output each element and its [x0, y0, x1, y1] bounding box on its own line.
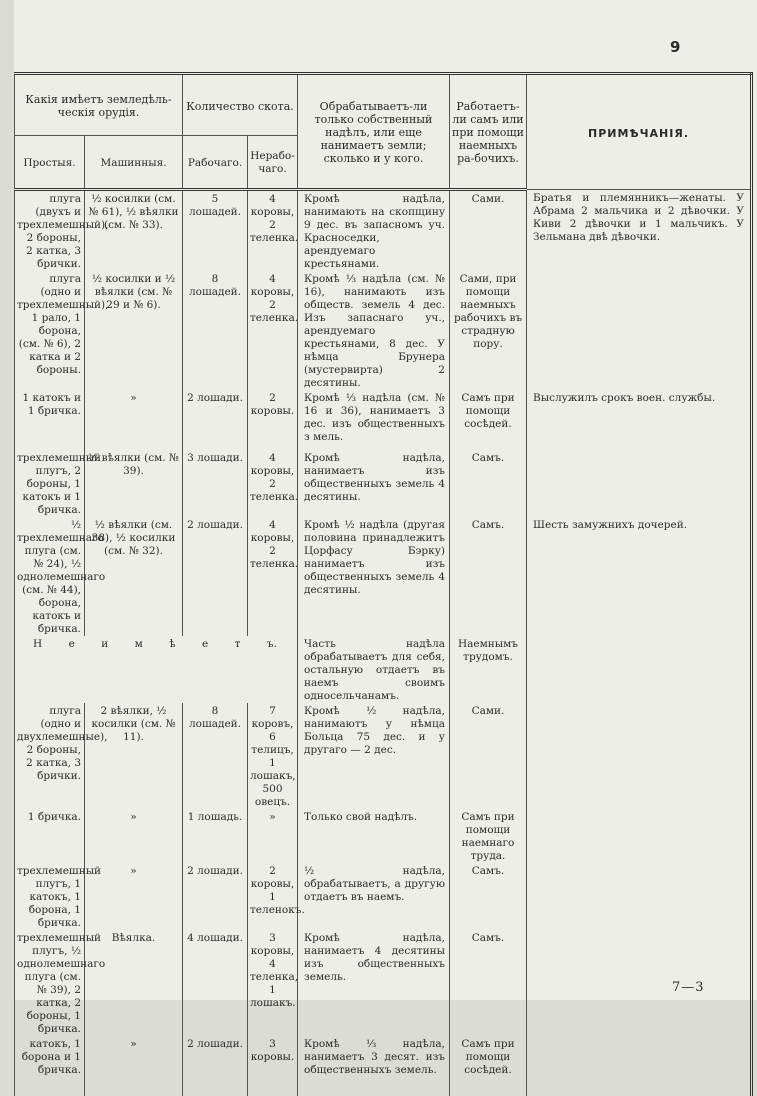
- cell-working: 8 лошадей.: [183, 703, 248, 809]
- cell-machine: Вѣялка.: [85, 930, 183, 1036]
- cell-nonworking: »: [248, 809, 298, 863]
- cell-cultivates: Кромѣ ½ надѣла (другая половина принадлежитъ Цорфасу Бэрку) нанимаетъ изъ общественныхъ земель 4 десятины.: [298, 517, 450, 636]
- table-row: [15, 809, 752, 863]
- header-notes: ПРИМѢЧАНІЯ.: [527, 74, 752, 190]
- cell-cultivates: Кромѣ ⅓ надѣла (см. № 16 и 36), нанимаетъ 3 дес. изъ общественныхъ з мель.: [298, 390, 450, 450]
- cell-working: 1 лошадь.: [183, 809, 248, 863]
- table-row: [15, 930, 752, 1036]
- cell-nonworking: 4 коровы, 2 теленка.: [248, 190, 298, 272]
- table-row: [15, 517, 752, 636]
- cell-nonworking: 2 коровы, 1 теленокъ.: [248, 863, 298, 930]
- table-row: [15, 636, 752, 703]
- cell-notes: [527, 809, 752, 863]
- cell-simple: трехлемешный плугъ, 2 бороны, 1 катокъ и 1 бричка.: [15, 450, 85, 517]
- spread-letter: Н: [33, 638, 42, 651]
- cell-nonworking: 3 коровы, 4 теленка, 1 лошакъ.: [248, 930, 298, 1036]
- ledger-body: [15, 190, 752, 1096]
- cell-labor: Сами.: [450, 703, 527, 809]
- spread-letter: м: [135, 638, 143, 651]
- cell-notes: [527, 450, 752, 517]
- cell-notes: [527, 271, 752, 390]
- cell-notes: Братья и племянникъ—женаты. У Абрама 2 мальчика и 2 дѣвочки. У Киви 2 дѣвочки и 1 мальчикъ. У Зельмана двѣ дѣвочки.: [527, 190, 752, 272]
- cell-notes: [527, 863, 752, 930]
- cell-machine: ½ вѣялки (см. 38), ½ косилки (см. № 32).: [85, 517, 183, 636]
- header-row-top: [15, 74, 752, 136]
- table-row: [15, 450, 752, 517]
- cell-simple: трехлемешный плугъ, ½ однолемешнаго плуга (см. № 39), 2 катка, 2 бороны, 1 бричка.: [15, 930, 85, 1036]
- cell-machine: ½ косилки (см. № 61), ½ вѣялки (см. № 33).: [85, 190, 183, 272]
- cell-labor: Самъ.: [450, 517, 527, 636]
- page-number: 9: [670, 38, 680, 56]
- header-nonworking: Нерабо-чаго.: [248, 136, 298, 190]
- cell-labor: Наемнымъ трудомъ.: [450, 636, 527, 703]
- cell-nonworking: 3 коровы.: [248, 1036, 298, 1096]
- cell-working: 8 лошадей.: [183, 271, 248, 390]
- cell-labor: Самъ.: [450, 450, 527, 517]
- cell-labor: Самъ при помощи сосѣдей.: [450, 390, 527, 450]
- cell-working: 4 лошади.: [183, 930, 248, 1036]
- cell-nonworking: 4 коровы, 2 теленка.: [248, 271, 298, 390]
- cell-machine: 2 вѣялки, ½ косилки (см. № 11).: [85, 703, 183, 809]
- spread-letter: е: [202, 638, 208, 651]
- spread-letter: е: [69, 638, 75, 651]
- header-working: Рабочаго.: [183, 136, 248, 190]
- cell-working: 3 лошади.: [183, 450, 248, 517]
- table-row: [15, 390, 752, 450]
- footer-mark: 7—3: [672, 980, 705, 995]
- header-simple: Простыя.: [15, 136, 85, 190]
- cell-labor: Сами.: [450, 190, 527, 272]
- table-row: [15, 190, 752, 272]
- cell-simple: плуга (одно и двухлемешные), 2 бороны, 2 катка, 3 брички.: [15, 703, 85, 809]
- spread-letter: т: [235, 638, 241, 651]
- cell-notes: [527, 703, 752, 809]
- cell-simple: катокъ, 1 борона и 1 бричка.: [15, 1036, 85, 1096]
- cell-nonworking: 4 коровы, 2 теленка.: [248, 450, 298, 517]
- cell-working: 2 лошади.: [183, 517, 248, 636]
- cell-simple: плуга (одно и трехлемешный), 1 рало, 1 борона, (см. № 6), 2 катка и 2 бороны.: [15, 271, 85, 390]
- cell-working: 2 лошади.: [183, 1036, 248, 1096]
- cell-labor: Сами, при помощи наемныхъ рабочихъ въ страдную пору.: [450, 271, 527, 390]
- cell-labor: Самъ при помощи наемнаго труда.: [450, 809, 527, 863]
- cell-nonworking: 7 коровъ, 6 телицъ, 1 лошакъ, 500 овецъ.: [248, 703, 298, 809]
- cell-nonworking: 4 коровы, 2 теленка.: [248, 517, 298, 636]
- cell-cultivates: Кромѣ ⅓ надѣла (см. № 16), нанимають изъ обществ. земель 4 дес. Изъ запаснаго уч., арендуемаго крестьянами, 8 дес. У нѣмца Брунера (мустервирта) 2 десятины.: [298, 271, 450, 390]
- header-cattle: Количество скота.: [183, 74, 298, 136]
- cell-notes: Шесть замужнихъ дочерей.: [527, 517, 752, 636]
- cell-notes: [527, 1036, 752, 1096]
- cell-labor: Самъ при помощи сосѣдей.: [450, 1036, 527, 1096]
- cell-simple: 1 бричка.: [15, 809, 85, 863]
- cell-machine: »: [85, 390, 183, 450]
- cell-simple: 1 катокъ и 1 бричка.: [15, 390, 85, 450]
- cell-simple: плуга (двухъ и трехлемешный), 2 бороны, 2 катка, 3 брички.: [15, 190, 85, 272]
- spread-letter: и: [101, 638, 108, 651]
- cell-working: 5 лошадей.: [183, 190, 248, 272]
- cell-labor: Самъ.: [450, 863, 527, 930]
- header-machine: Машинныя.: [85, 136, 183, 190]
- cell-machine: ½ косилки и ½ вѣялки (см. № 29 и № 6).: [85, 271, 183, 390]
- cell-machine: »: [85, 1036, 183, 1096]
- cell-machine: ½ вѣялки (см. № 39).: [85, 450, 183, 517]
- cell-nonworking: 2 коровы.: [248, 390, 298, 450]
- header-implements: Какія имѣетъ земледѣль-ческія орудія.: [15, 74, 183, 136]
- cell-labor: Самъ.: [450, 930, 527, 1036]
- cell-machine: »: [85, 863, 183, 930]
- cell-notes: [527, 636, 752, 703]
- document-page: [14, 0, 757, 1000]
- cell-cultivates: Кромѣ надѣла, нанимають на скопщину 9 дес. въ запасномъ уч. Красноседки, арендуемаго крестьянами.: [298, 190, 450, 272]
- table-row: [15, 863, 752, 930]
- ledger-table: [14, 72, 753, 1096]
- cell-working: 2 лошади.: [183, 863, 248, 930]
- cell-spread-text: [15, 636, 298, 703]
- cell-notes: [527, 930, 752, 1036]
- table-row: [15, 271, 752, 390]
- cell-cultivates: Кромѣ ½ надѣла, нанимаютъ у нѣмца Больца 75 дес. и у другаго — 2 дес.: [298, 703, 450, 809]
- spread-letter: ѣ: [169, 638, 175, 651]
- cell-notes: Выслужилъ срокъ воен. службы.: [527, 390, 752, 450]
- cell-cultivates: ½ надѣла, обрабатываетъ, а другую отдаетъ въ наемъ.: [298, 863, 450, 930]
- spread-word: [17, 638, 295, 651]
- cell-simple: трехлемешный плугъ, 1 катокъ, 1 борона, 1 бричка.: [15, 863, 85, 930]
- table-row: [15, 1036, 752, 1096]
- table-row: [15, 703, 752, 809]
- cell-cultivates: Только свой надѣлъ.: [298, 809, 450, 863]
- cell-cultivates: Часть надѣла обрабатываетъ для себя, остальную отдаетъ въ наемъ своимъ односельчанамъ.: [298, 636, 450, 703]
- cell-cultivates: Кромѣ надѣла, нанимаетъ 4 десятины изъ общественныхъ земель.: [298, 930, 450, 1036]
- cell-machine: »: [85, 809, 183, 863]
- header-labor: Работаетъ-ли самъ или при помощи наемныхъ ра-бочихъ.: [450, 74, 527, 190]
- header-cultivates: Обрабатываетъ-ли только собственный надѣлъ, или еще нанимаетъ земли; сколько и у кого.: [298, 74, 450, 190]
- cell-simple: ½ трехлемешнаго плуга (см. № 24), ½ однолемешнаго (см. № 44), борона, катокъ и бричка.: [15, 517, 85, 636]
- cell-cultivates: Кромѣ ⅓ надѣла, нанимаетъ 3 десят. изъ общественныхъ земель.: [298, 1036, 450, 1096]
- cell-cultivates: Кромѣ надѣла, нанимаетъ изъ общественныхъ земель 4 десятины.: [298, 450, 450, 517]
- spread-letter: ъ.: [267, 638, 277, 651]
- cell-working: 2 лошади.: [183, 390, 248, 450]
